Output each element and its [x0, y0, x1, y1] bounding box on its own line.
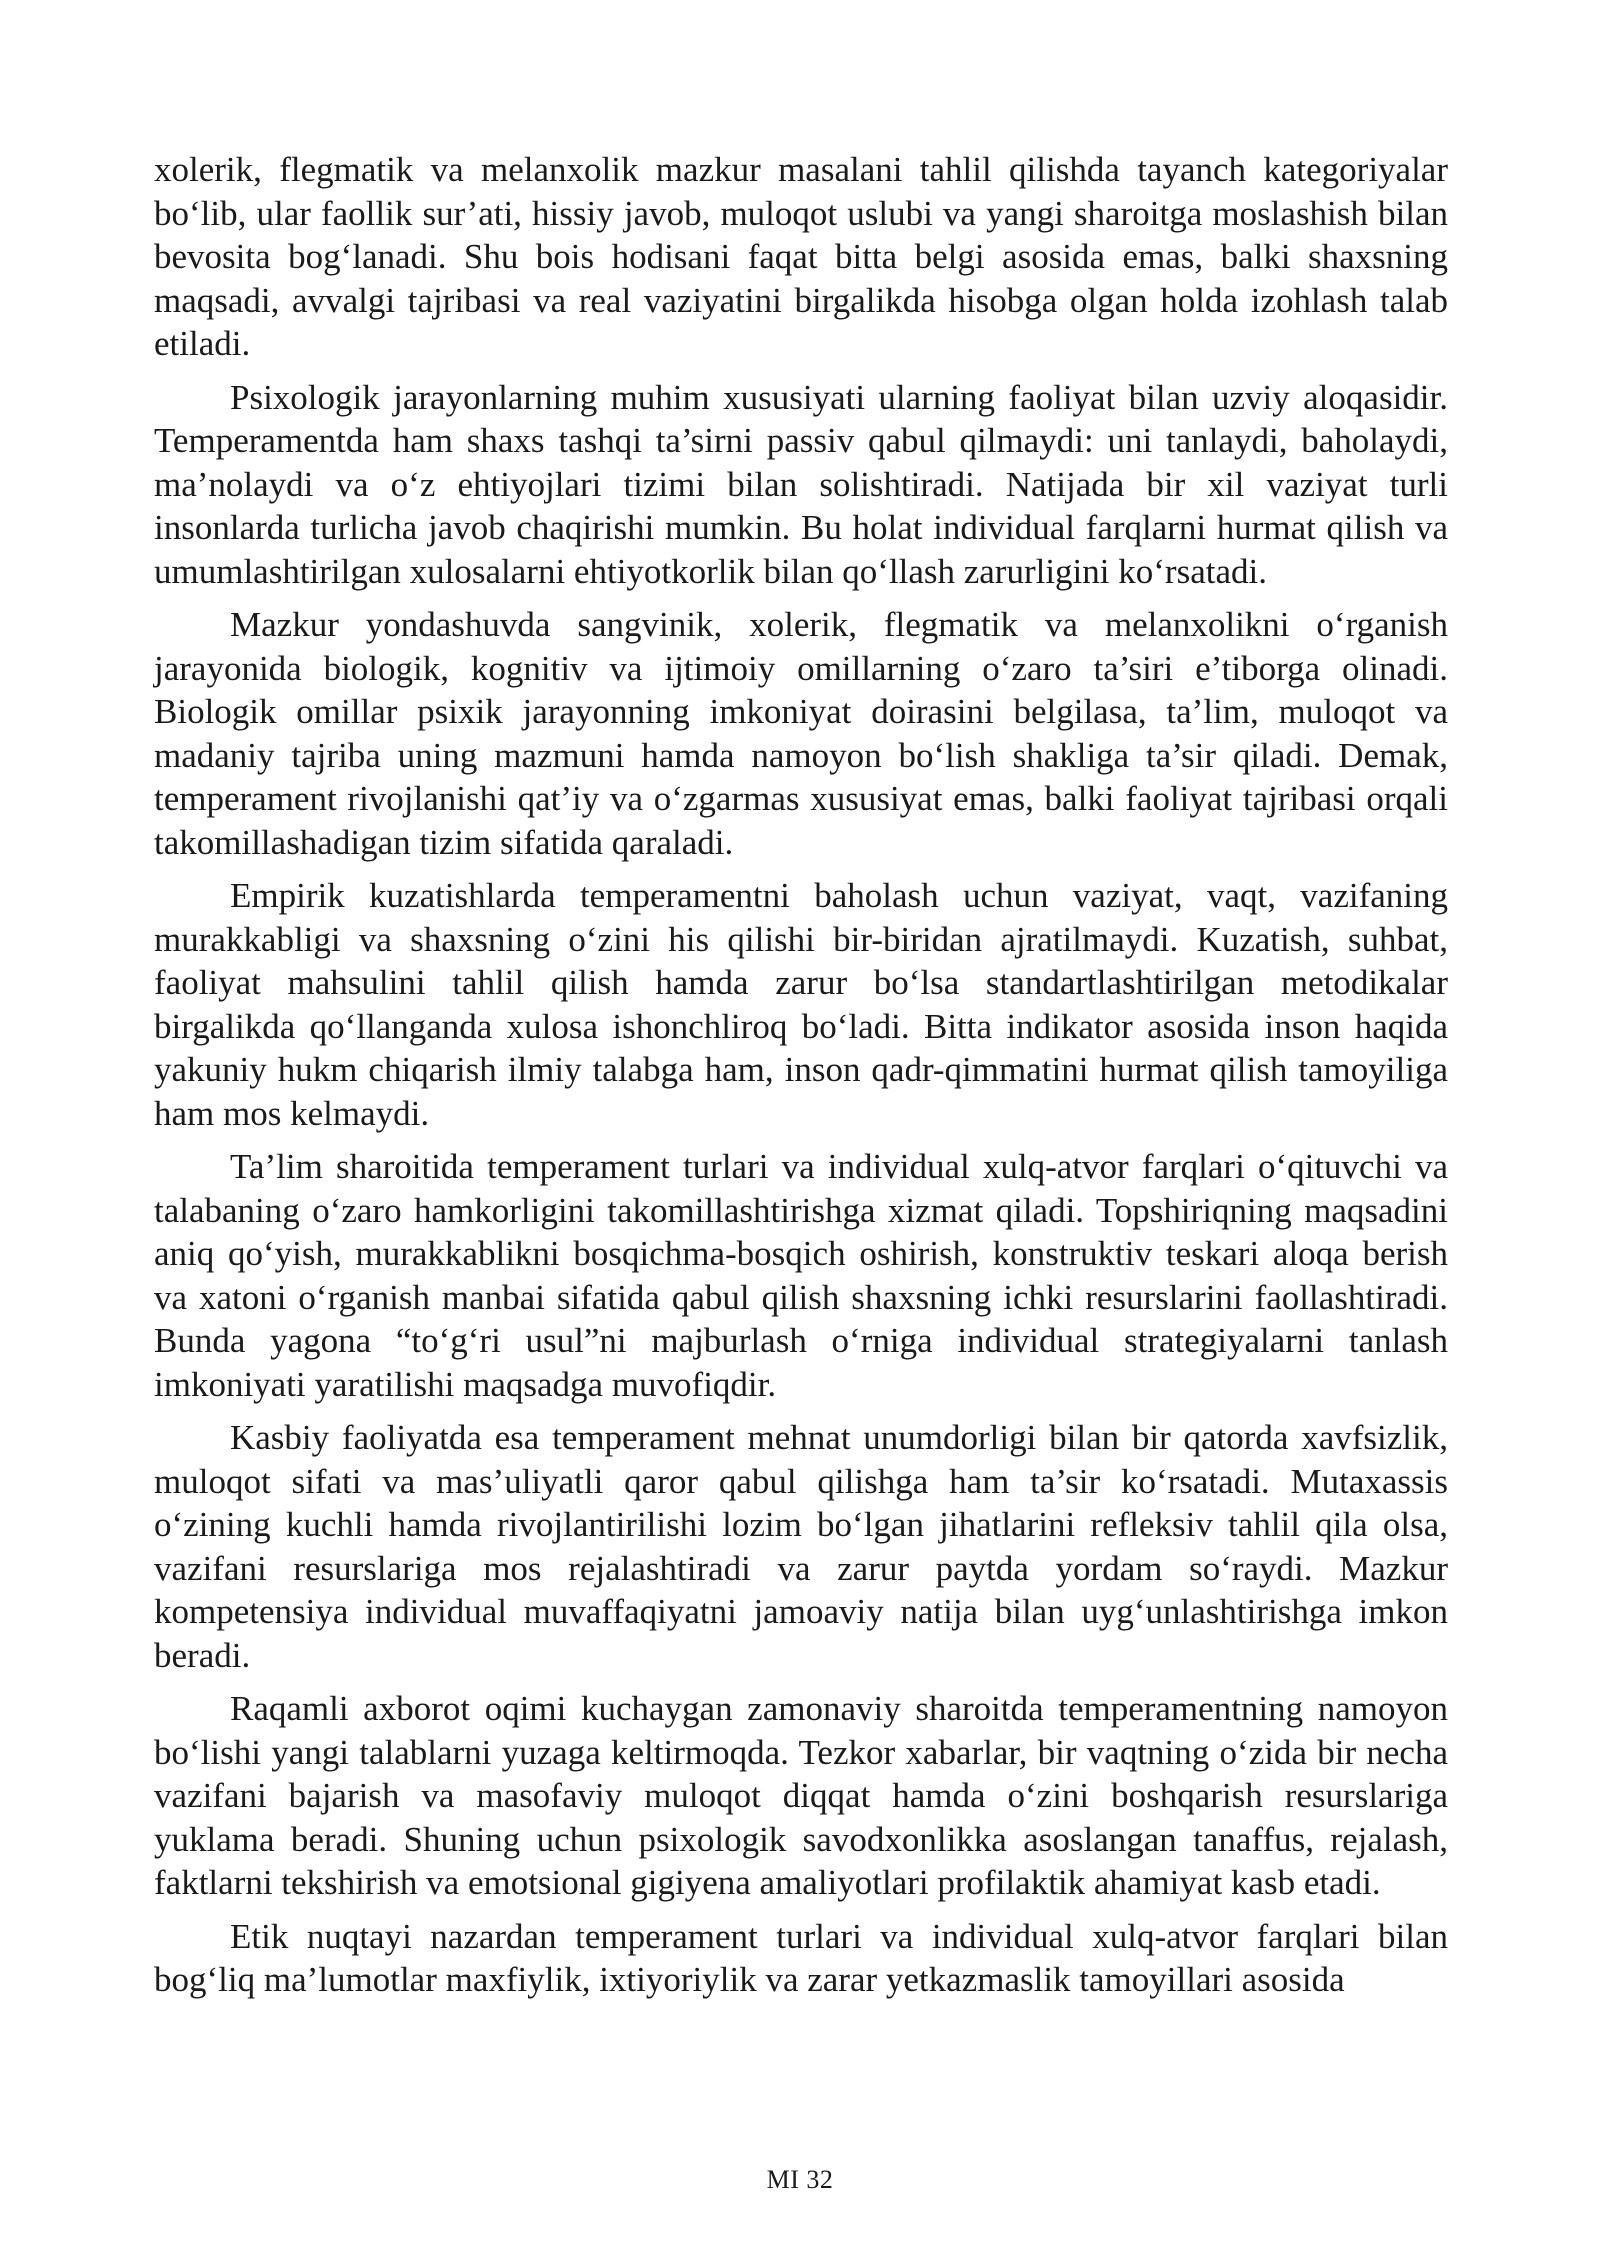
- paragraph: Empirik kuzatishlarda temperamentni baholash uchun vaziyat, vaqt, vazifaning murakkabligi va shaxsning o‘zini his qilishi bir-biridan ajratilmaydi. Kuzatish, suhbat, faoliyat mahsulini tahlil qilish hamda zarur bo‘lsa standartlashtirilgan metodikalar birgalikda qo‘llanganda xulosa ishonchliroq bo‘ladi. Bitta indikator asosida inson haqida yakuniy hukm chiqarish ilmiy talabga ham, inson qadr-qimmatini hurmat qilish tamoyiliga ham mos kelmaydi.: [154, 876, 1448, 1133]
- paragraph: Raqamli axborot oqimi kuchaygan zamonaviy sharoitda temperamentning namoyon bo‘lishi yangi talablarni yuzaga keltirmoqda. Tezkor xabarlar, bir vaqtning o‘zida bir necha vazifani bajarish va masofaviy muloqot diqqat hamda o‘zini boshqarish resurslariga yuklama beradi. Shuning uchun psixologik savodxonlikka asoslangan tanaffus, rejalash, faktlarni tekshirish va emotsional gigiyena amaliyotlari profilaktik ahamiyat kasb etadi.: [154, 1689, 1448, 1902]
- paragraph: Etik nuqtayi nazardan temperament turlari va individual xulq-atvor farqlari bilan bog‘liq ma’lumotlar maxfiylik, ixtiyoriylik va zarar yetkazmaslik tamoyillari asosida: [154, 1916, 1448, 1999]
- paragraph: Ta’lim sharoitida temperament turlari va individual xulq-atvor farqlari o‘qituvchi va talabaning o‘zaro hamkorligini takomillashtirishga xizmat qiladi. Topshiriqning maqsadini aniq qo‘yish, murakkablikni bosqichma-bosqich oshirish, konstruktiv teskari aloqa berish va xatoni o‘rganish manbai sifatida qabul qilish shaxsning ichki resurslarini faollashtiradi. Bunda yagona “to‘g‘ri usul”ni majburlash o‘rniga individual strategiyalarni tanlash imkoniyati yaratilishi maqsadga muvofiqdir.: [154, 1147, 1448, 1404]
- paragraph: Kasbiy faoliyatda esa temperament mehnat unumdorligi bilan bir qatorda xavfsizlik, muloqot sifati va mas’uliyatli qaror qabul qilishga ham ta’sir ko‘rsatadi. Mutaxassis o‘zining kuchli hamda rivojlantirilishi lozim bo‘lgan jihatlarini refleksiv tahlil qila olsa, vazifani resurslariga mos rejalashtiradi va zarur paytda yordam so‘raydi. Mazkur kompetensiya individual muvaffaqiyatni jamoaviy natija bilan uyg‘unlashtirishga imkon beradi.: [154, 1418, 1448, 1675]
- paragraph: Mazkur yondashuvda sangvinik, xolerik, flegmatik va melanxolikni o‘rganish jarayonida biologik, kognitiv va ijtimoiy omillarning o‘zaro ta’siri e’tiborga olinadi. Biologik omillar psixik jarayonning imkoniyat doirasini belgilasa, ta’lim, muloqot va madaniy tajriba uning mazmuni hamda namoyon bo‘lish shakliga ta’sir qiladi. Demak, temperament rivojlanishi qat’iy va o‘zgarmas xususiyat emas, balki faoliyat tajribasi orqali takomillashadigan tizim sifatida qaraladi.: [154, 605, 1448, 862]
- paragraph: Psixologik jarayonlarning muhim xususiyati ularning faoliyat bilan uzviy aloqasidir. Temperamentda ham shaxs tashqi ta’sirni passiv qabul qilmaydi: uni tanlaydi, baholaydi, ma’nolaydi va o‘z ehtiyojlari tizimi bilan solishtiradi. Natijada bir xil vaziyat turli insonlarda turlicha javob chaqirishi mumkin. Bu holat individual farqlarni hurmat qilish va umumlashtirilgan xulosalarni ehtiyotkorlik bilan qo‘llash zarurligini ko‘rsatadi.: [154, 377, 1448, 591]
- page-body: [154, 148, 1448, 2012]
- page-number: MI 32: [766, 2165, 834, 2194]
- paragraph-continuation: xolerik, flegmatik va melanxolik mazkur masalani tahlil qilishda tayanch kategoriyalar bo‘lib, ular faollik sur’ati, hissiy javob, muloqot uslubi va yangi sharoitga moslashish bilan bevosita bog‘lanadi. Shu bois hodisani faqat bitta belgi asosida emas, balki shaxsning maqsadi, avvalgi tajribasi va real vaziyatini birgalikda hisobga olgan holda izohlash talab etiladi.: [154, 150, 1448, 363]
